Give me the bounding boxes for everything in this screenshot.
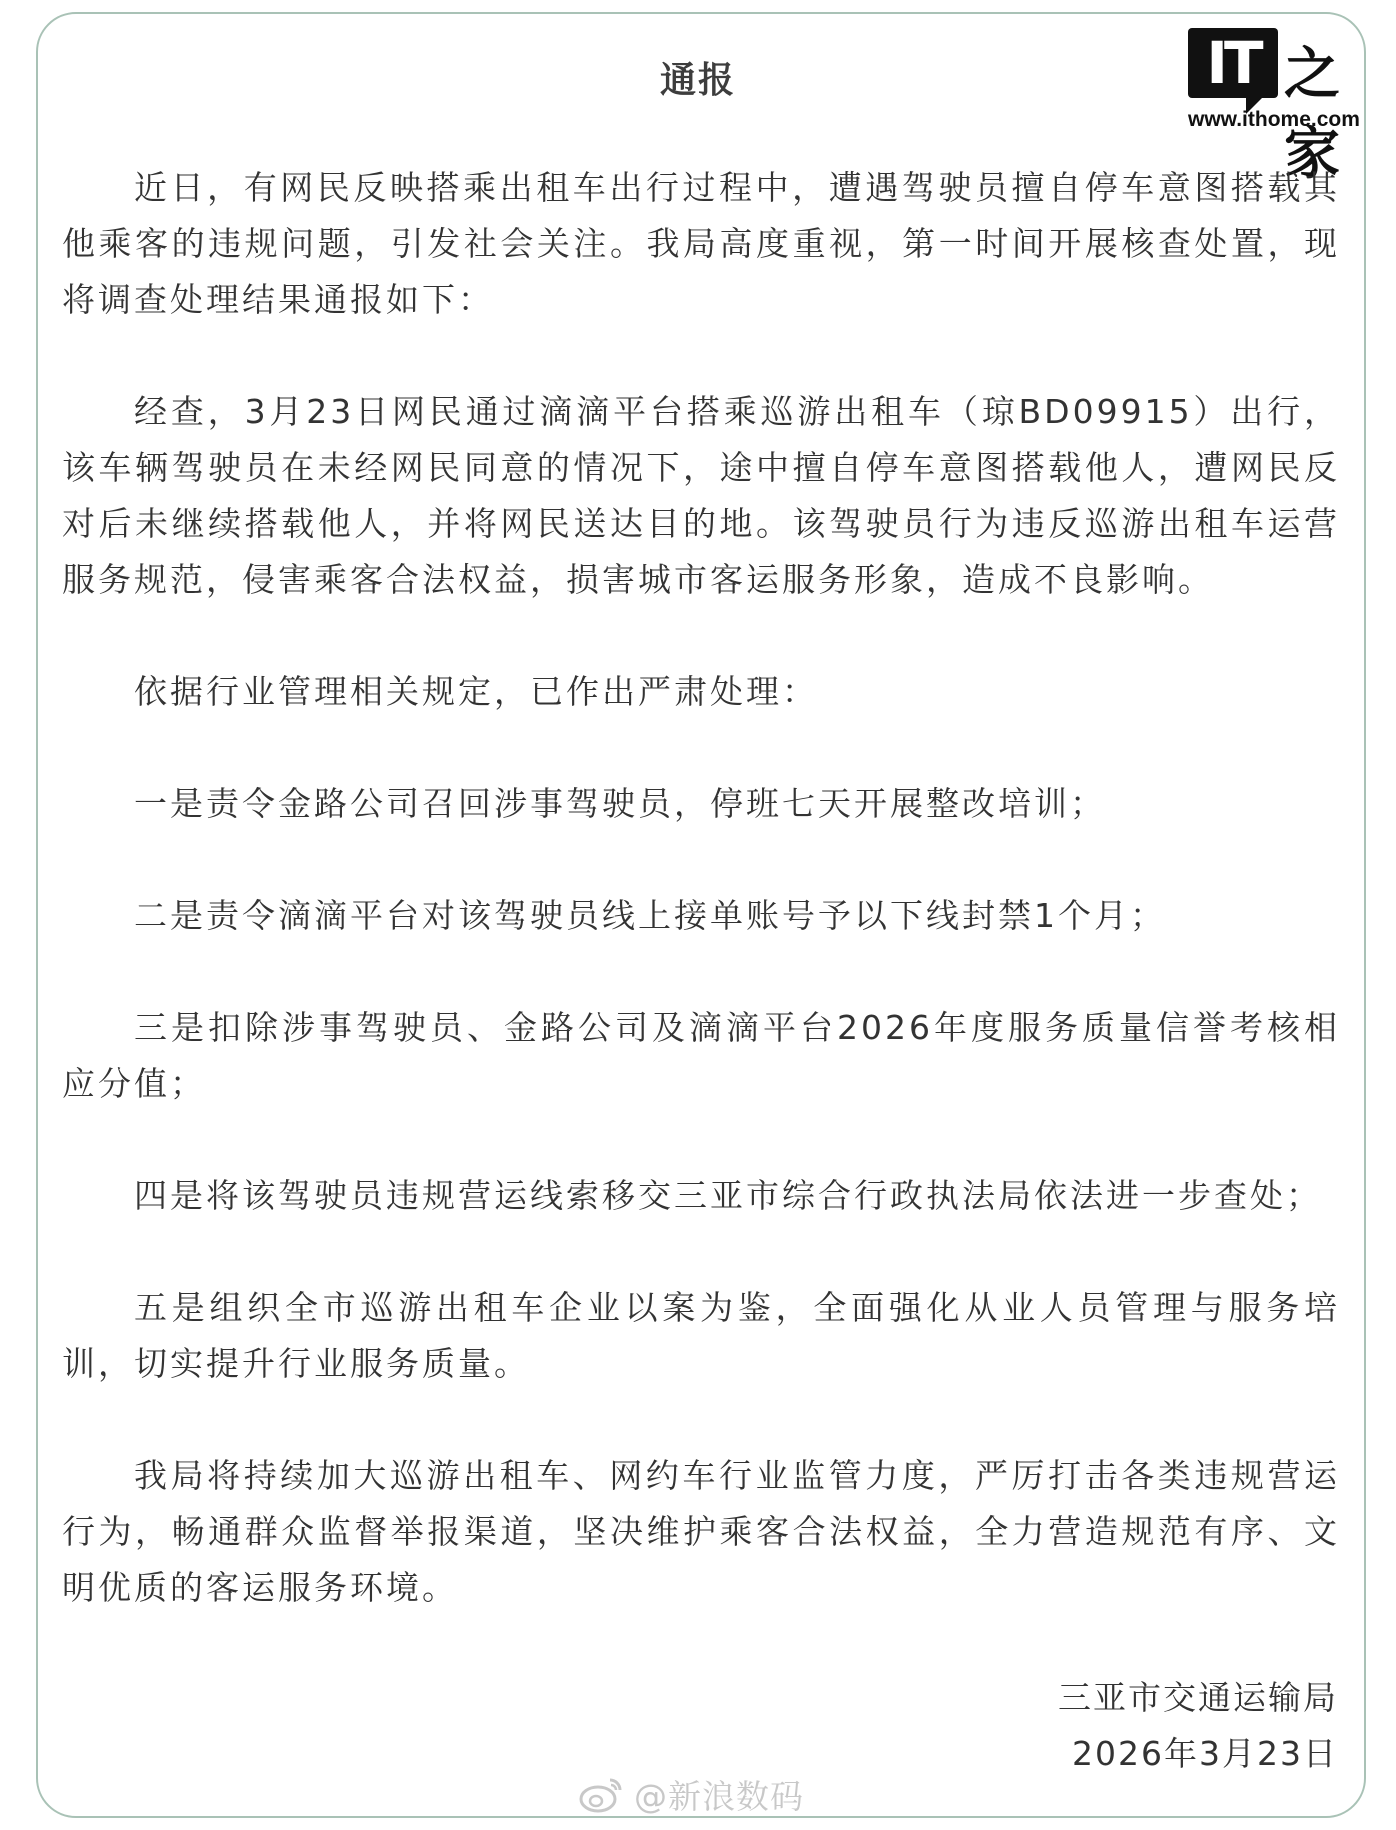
logo-it-letters: IT bbox=[1206, 29, 1260, 97]
logo-url: www.ithome.com bbox=[1188, 108, 1360, 131]
paragraph-closing: 我局将持续加大巡游出租车、网约车行业监管力度，严厉打击各类违规营运行为，畅通群众监督举报渠道，坚决维护乘客合法权益，全力营造规范有序、文明优质的客运服务环境。 bbox=[62, 1456, 1340, 1607]
paragraph-measure-4: 四是将该驾驶员违规营运线索移交三亚市综合行政执法局依法进一步查处； bbox=[134, 1176, 1322, 1215]
watermark-text: @新浪数码 bbox=[634, 1776, 804, 1816]
paragraph-basis: 依据行业管理相关规定，已作出严肃处理： bbox=[134, 672, 818, 711]
paragraph-measure-5: 五是组织全市巡游出租车企业以案为鉴，全面强化从业人员管理与服务培训，切实提升行业服务质量。 bbox=[62, 1288, 1340, 1383]
paragraph-measure-1: 一是责令金路公司召回涉事驾驶员，停班七天开展整改培训； bbox=[134, 784, 1106, 823]
document-body bbox=[62, 160, 1340, 1672]
paragraph-measure-2: 二是责令滴滴平台对该驾驶员线上接单账号予以下线封禁1个月； bbox=[134, 896, 1166, 935]
paragraph-findings: 经查，3月23日网民通过滴滴平台搭乘巡游出租车（琼BD09915）出行，该车辆驾驶员在未经网民同意的情况下，途中擅自停车意图搭载他人，遭网民反对后未继续搭载他人，并将网民送达目的地。该驾驶员行为违反巡游出租车运营服务规范，侵害乘客合法权益，损害城市客运服务形象，造成不良影响。 bbox=[62, 392, 1340, 599]
paragraph-measure-3: 三是扣除涉事驾驶员、金路公司及滴滴平台2026年度服务质量信誉考核相应分值； bbox=[62, 1008, 1340, 1103]
weibo-watermark bbox=[578, 1770, 804, 1818]
signature-date: 2026年3月23日 bbox=[1072, 1734, 1338, 1773]
signature-block bbox=[1058, 1670, 1338, 1782]
signature-organization: 三亚市交通运输局 bbox=[1058, 1678, 1338, 1717]
document-title: 通报 bbox=[659, 60, 736, 101]
weibo-icon bbox=[578, 1774, 626, 1814]
logo-zh-letters: 之家 bbox=[1284, 41, 1336, 187]
paragraph-intro: 近日，有网民反映搭乘出租车出行过程中，遭遇驾驶员擅自停车意图搭载其他乘客的违规问题，引发社会关注。我局高度重视，第一时间开展核查处置，现将调查处理结果通报如下： bbox=[62, 168, 1340, 319]
